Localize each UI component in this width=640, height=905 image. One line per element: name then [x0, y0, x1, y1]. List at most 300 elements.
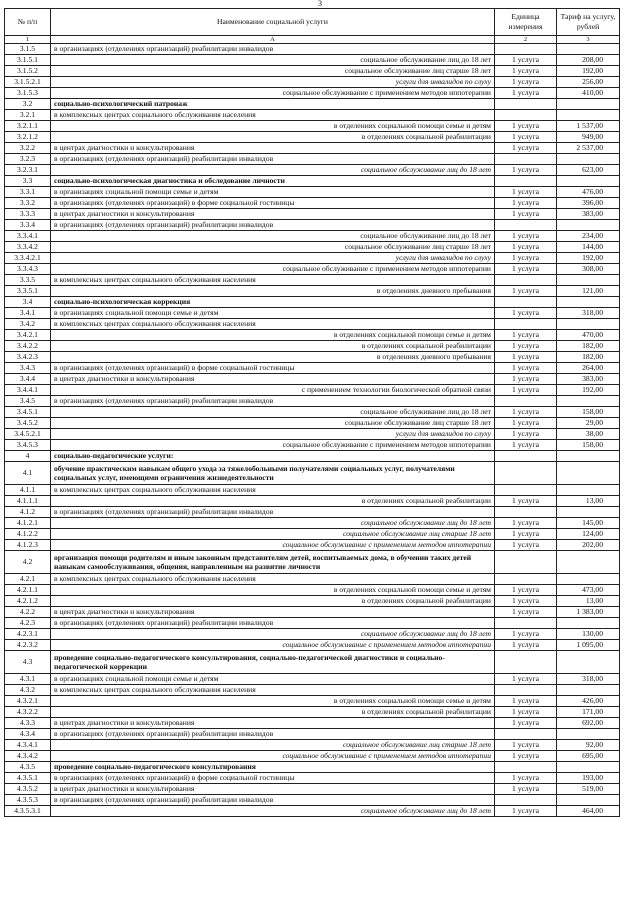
row-number: 4.3.3 [5, 718, 51, 729]
service-name: социальное обслуживание с применением методов иппотерапии [51, 640, 495, 651]
row-number: 3.4.4 [5, 374, 51, 385]
table-row [5, 629, 620, 640]
table-row [5, 143, 620, 154]
service-name: в комплексных центрах социального обслуживания населения [51, 485, 495, 496]
table-row [5, 253, 620, 264]
tariff-price [557, 297, 620, 308]
row-number: 3.3.4 [5, 220, 51, 231]
row-number: 4.3.5.1 [5, 773, 51, 784]
table-row [5, 110, 620, 121]
row-number: 3.4.5.1 [5, 407, 51, 418]
service-name: в организациях (отделениях организаций) реабилитации инвалидов [51, 507, 495, 518]
unit-of-measure: 1 услуга [495, 132, 557, 143]
unit-of-measure [495, 574, 557, 585]
row-number: 4.3.2.2 [5, 707, 51, 718]
tariff-price: 1 095,00 [557, 640, 620, 651]
tariff-price: 1 537,00 [557, 121, 620, 132]
table-row [5, 640, 620, 651]
tariff-price [557, 319, 620, 330]
row-number: 3.4.4.1 [5, 385, 51, 396]
unit-of-measure: 1 услуга [495, 518, 557, 529]
unit-of-measure: 1 услуга [495, 751, 557, 762]
table-row [5, 496, 620, 507]
tariff-price: 192,00 [557, 66, 620, 77]
table-row [5, 518, 620, 529]
table-row [5, 165, 620, 176]
unit-of-measure [495, 110, 557, 121]
table-row [5, 751, 620, 762]
table-row [5, 607, 620, 618]
row-number: 3.3.2 [5, 198, 51, 209]
table-row [5, 99, 620, 110]
tariff-price: 202,00 [557, 540, 620, 551]
table-row [5, 507, 620, 518]
tariff-price: 470,00 [557, 330, 620, 341]
row-number: 3.3 [5, 176, 51, 187]
table-row [5, 440, 620, 451]
tariff-price [557, 154, 620, 165]
row-number: 3.1.5.2 [5, 66, 51, 77]
row-number: 3.2.3.1 [5, 165, 51, 176]
tariff-price: 234,00 [557, 231, 620, 242]
table-row [5, 451, 620, 462]
service-name: социально-психологическая коррекция [51, 297, 495, 308]
row-number: 4.2.1 [5, 574, 51, 585]
service-name: обучение практическим навыкам общего ухода за тяжелобольными получателями социальных услуг, получателями социальных услуг, имеющими ограничения жизнедеятельности [51, 462, 495, 485]
tariff-price: 308,00 [557, 264, 620, 275]
unit-of-measure [495, 297, 557, 308]
row-number: 4.3.5.2 [5, 784, 51, 795]
service-name: услуги для инвалидов по слуху [51, 253, 495, 264]
table-row [5, 407, 620, 418]
tariff-price: 182,00 [557, 352, 620, 363]
row-number: 4.3.2.1 [5, 696, 51, 707]
table-row [5, 275, 620, 286]
unit-of-measure [495, 275, 557, 286]
unit-of-measure: 1 услуга [495, 385, 557, 396]
unit-of-measure: 1 услуга [495, 121, 557, 132]
table-row [5, 286, 620, 297]
unit-of-measure [495, 319, 557, 330]
service-name: в отделениях дневного пребывания [51, 352, 495, 363]
unit-of-measure: 1 услуга [495, 77, 557, 88]
table-row [5, 385, 620, 396]
row-number: 3.1.5.3 [5, 88, 51, 99]
table-row [5, 176, 620, 187]
service-name: организация помощи родителям и иным законным представителям детей, воспитываемых дома, в обучении таких детей навыкам самообслуживания, общения, направленным на развитие личности [51, 551, 495, 574]
row-number: 4.3.4.2 [5, 751, 51, 762]
row-number: 3.3.4.2 [5, 242, 51, 253]
table-row [5, 330, 620, 341]
tariff-price: 121,00 [557, 286, 620, 297]
unit-of-measure: 1 услуга [495, 198, 557, 209]
service-name: в центрах диагностики и консультирования [51, 143, 495, 154]
table-row [5, 132, 620, 143]
table-row [5, 585, 620, 596]
header-price: Тариф на услугу, рублей [557, 9, 620, 36]
header-num: № п/п [5, 9, 51, 36]
tariff-price: 519,00 [557, 784, 620, 795]
table-row [5, 121, 620, 132]
table-row [5, 462, 620, 485]
row-number: 4.2 [5, 551, 51, 574]
unit-of-measure [495, 462, 557, 485]
unit-of-measure [495, 44, 557, 55]
table-row [5, 674, 620, 685]
tariff-price: 182,00 [557, 341, 620, 352]
table-row [5, 77, 620, 88]
service-name: социальное обслуживание лиц до 18 лет [51, 806, 495, 817]
tariff-price: 264,00 [557, 363, 620, 374]
row-number: 4.3.4 [5, 729, 51, 740]
tariff-price: 695,00 [557, 751, 620, 762]
service-name: в организациях (отделениях организаций) реабилитации инвалидов [51, 44, 495, 55]
service-name: в комплексных центрах социального обслуживания населения [51, 110, 495, 121]
unit-of-measure: 1 услуга [495, 264, 557, 275]
row-number: 4.2.2 [5, 607, 51, 618]
table-row [5, 540, 620, 551]
table-row [5, 88, 620, 99]
table-row [5, 187, 620, 198]
table-row [5, 806, 620, 817]
tariff-price: 130,00 [557, 629, 620, 640]
column-index: 3 [557, 36, 620, 44]
row-number: 4.1.2.3 [5, 540, 51, 551]
service-name: в отделениях социальной помощи семье и детям [51, 585, 495, 596]
service-name: в организациях (отделениях организаций) в форме социальной гостиницы [51, 363, 495, 374]
row-number: 4.3 [5, 651, 51, 674]
unit-of-measure: 1 услуга [495, 707, 557, 718]
table-row [5, 55, 620, 66]
table-row [5, 209, 620, 220]
tariff-price: 426,00 [557, 696, 620, 707]
service-name: с применением технологии биологической обратной связи [51, 385, 495, 396]
column-index: 1 [5, 36, 51, 44]
service-name: социальное обслуживание с применением методов иппотерапии [51, 264, 495, 275]
tariff-price: 464,00 [557, 806, 620, 817]
tariff-price [557, 795, 620, 806]
unit-of-measure: 1 услуга [495, 286, 557, 297]
tariff-price [557, 574, 620, 585]
tariff-price: 692,00 [557, 718, 620, 729]
tariff-price: 192,00 [557, 385, 620, 396]
row-number: 4.3.5.3.1 [5, 806, 51, 817]
service-name: социальное обслуживание лиц старше 18 лет [51, 740, 495, 751]
tariff-price [557, 275, 620, 286]
table-body [5, 44, 620, 817]
tariff-price [557, 729, 620, 740]
table-row [5, 429, 620, 440]
unit-of-measure [495, 729, 557, 740]
row-number: 3.3.4.2.1 [5, 253, 51, 264]
tariff-price [557, 176, 620, 187]
row-number: 4.2.3.1 [5, 629, 51, 640]
row-number: 3.3.1 [5, 187, 51, 198]
row-number: 4.3.4.1 [5, 740, 51, 751]
tariff-price: 158,00 [557, 407, 620, 418]
row-number: 4.2.3.2 [5, 640, 51, 651]
table-row [5, 762, 620, 773]
tariff-price: 193,00 [557, 773, 620, 784]
unit-of-measure [495, 220, 557, 231]
table-row [5, 696, 620, 707]
unit-of-measure: 1 услуга [495, 330, 557, 341]
table-row [5, 773, 620, 784]
service-name: в организациях (отделениях организаций) в форме социальной гостиницы [51, 773, 495, 784]
tariff-price: 13,00 [557, 496, 620, 507]
row-number: 3.1.5.2.1 [5, 77, 51, 88]
unit-of-measure: 1 услуга [495, 143, 557, 154]
row-number: 4.3.1 [5, 674, 51, 685]
tariff-price: 192,00 [557, 253, 620, 264]
service-name: в отделениях социальной реабилитации [51, 707, 495, 718]
unit-of-measure: 1 услуга [495, 607, 557, 618]
row-number: 4.3.2 [5, 685, 51, 696]
table-row [5, 618, 620, 629]
table-row [5, 154, 620, 165]
service-name: в организациях (отделениях организаций) реабилитации инвалидов [51, 618, 495, 629]
table-row [5, 551, 620, 574]
service-name: в центрах диагностики и консультирования [51, 374, 495, 385]
unit-of-measure: 1 услуга [495, 740, 557, 751]
unit-of-measure: 1 услуга [495, 440, 557, 451]
service-name: в центрах диагностики и консультирования [51, 784, 495, 795]
unit-of-measure [495, 99, 557, 110]
table-row [5, 308, 620, 319]
service-name: социальное обслуживание лиц до 18 лет [51, 231, 495, 242]
row-number: 4.2.1.2 [5, 596, 51, 607]
row-number: 3.1.5.1 [5, 55, 51, 66]
tariff-price [557, 396, 620, 407]
service-name: социальное обслуживание лиц до 18 лет [51, 165, 495, 176]
header-name: Наименование социальной услуги [51, 9, 495, 36]
service-name: в организациях социальной помощи семье и детям [51, 674, 495, 685]
unit-of-measure: 1 услуга [495, 242, 557, 253]
row-number: 3.2.1.2 [5, 132, 51, 143]
row-number: 3.4.5.3 [5, 440, 51, 451]
tariff-price: 158,00 [557, 440, 620, 451]
row-number: 3.4.2.2 [5, 341, 51, 352]
unit-of-measure: 1 услуга [495, 629, 557, 640]
service-name: в комплексных центрах социального обслуживания населения [51, 685, 495, 696]
tariff-price: 318,00 [557, 308, 620, 319]
row-number: 3.4.1 [5, 308, 51, 319]
unit-of-measure [495, 685, 557, 696]
header-unit: Единица измерения [495, 9, 557, 36]
unit-of-measure: 1 услуга [495, 496, 557, 507]
service-name: в организациях социальной помощи семье и детям [51, 187, 495, 198]
tariff-price [557, 44, 620, 55]
table-row [5, 198, 620, 209]
tariff-price [557, 618, 620, 629]
service-name: социально-педагогические услуги: [51, 451, 495, 462]
service-name: в отделениях социальной реабилитации [51, 596, 495, 607]
tariff-price: 208,00 [557, 55, 620, 66]
table-row [5, 795, 620, 806]
row-number: 4.1.1.1 [5, 496, 51, 507]
column-index: 2 [495, 36, 557, 44]
service-name: в организациях (отделениях организаций) в форме социальной гостиницы [51, 198, 495, 209]
row-number: 4.1 [5, 462, 51, 485]
tariff-price [557, 551, 620, 574]
table-row [5, 718, 620, 729]
unit-of-measure: 1 услуга [495, 231, 557, 242]
table-row [5, 418, 620, 429]
tariff-price [557, 685, 620, 696]
unit-of-measure: 1 услуга [495, 773, 557, 784]
service-name: социальное обслуживание лиц до 18 лет [51, 518, 495, 529]
tariff-price: 256,00 [557, 77, 620, 88]
tariff-price: 38,00 [557, 429, 620, 440]
row-number: 3.2.1.1 [5, 121, 51, 132]
row-number: 3.4.3 [5, 363, 51, 374]
service-name: в отделениях социальной реабилитации [51, 496, 495, 507]
service-name: в отделениях социальной реабилитации [51, 341, 495, 352]
table-row [5, 396, 620, 407]
service-name: в комплексных центрах социального обслуживания населения [51, 574, 495, 585]
row-number: 3.3.4.3 [5, 264, 51, 275]
row-number: 4.3.5 [5, 762, 51, 773]
service-name: социальное обслуживание лиц до 18 лет [51, 55, 495, 66]
row-number: 4 [5, 451, 51, 462]
unit-of-measure: 1 услуга [495, 55, 557, 66]
table-row [5, 264, 620, 275]
row-number: 3.4 [5, 297, 51, 308]
service-name: социальное обслуживание лиц до 18 лет [51, 629, 495, 640]
service-name: в организациях социальной помощи семье и детям [51, 308, 495, 319]
row-number: 3.3.5 [5, 275, 51, 286]
service-name: в центрах диагностики и консультирования [51, 607, 495, 618]
unit-of-measure: 1 услуга [495, 341, 557, 352]
table-row [5, 220, 620, 231]
service-name: в отделениях социальной помощи семье и детям [51, 121, 495, 132]
table-row [5, 784, 620, 795]
row-number: 3.3.5.1 [5, 286, 51, 297]
service-name: проведение социально-педагогического консультирования [51, 762, 495, 773]
unit-of-measure [495, 176, 557, 187]
service-name: в центрах диагностики и консультирования [51, 209, 495, 220]
service-name: социальное обслуживание лиц старше 18 лет [51, 66, 495, 77]
table-row [5, 529, 620, 540]
unit-of-measure: 1 услуга [495, 696, 557, 707]
row-number: 3.4.2.1 [5, 330, 51, 341]
page-number: 3 [318, 0, 322, 8]
table-row [5, 363, 620, 374]
unit-of-measure [495, 618, 557, 629]
unit-of-measure [495, 651, 557, 674]
service-name: в организациях (отделениях организаций) реабилитации инвалидов [51, 396, 495, 407]
unit-of-measure [495, 507, 557, 518]
tariff-price: 29,00 [557, 418, 620, 429]
unit-of-measure: 1 услуга [495, 540, 557, 551]
service-name: социальное обслуживание лиц старше 18 лет [51, 418, 495, 429]
table-row [5, 242, 620, 253]
unit-of-measure: 1 услуга [495, 718, 557, 729]
service-name: в отделениях социальной помощи семье и детям [51, 330, 495, 341]
row-number: 3.2.3 [5, 154, 51, 165]
table-row [5, 319, 620, 330]
row-number: 3.1.5 [5, 44, 51, 55]
unit-of-measure [495, 795, 557, 806]
tariff-price: 623,00 [557, 165, 620, 176]
table-row [5, 574, 620, 585]
tariff-price: 13,00 [557, 596, 620, 607]
service-name: в отделениях социальной помощи семье и детям [51, 696, 495, 707]
unit-of-measure: 1 услуга [495, 66, 557, 77]
unit-of-measure: 1 услуга [495, 253, 557, 264]
tariff-price [557, 507, 620, 518]
table-row [5, 729, 620, 740]
row-number: 3.3.4.1 [5, 231, 51, 242]
table-row [5, 740, 620, 751]
tariff-price [557, 462, 620, 485]
row-number: 3.4.2.3 [5, 352, 51, 363]
row-number: 3.2 [5, 99, 51, 110]
tariff-price [557, 651, 620, 674]
row-number: 3.4.5.2 [5, 418, 51, 429]
row-number: 4.3.5.3 [5, 795, 51, 806]
service-name: услуги для инвалидов по слуху [51, 429, 495, 440]
tariff-price: 383,00 [557, 374, 620, 385]
tariff-price: 145,00 [557, 518, 620, 529]
row-number: 4.1.2.1 [5, 518, 51, 529]
service-name: социальное обслуживание лиц старше 18 лет [51, 242, 495, 253]
unit-of-measure [495, 396, 557, 407]
service-name: в комплексных центрах социального обслуживания населения [51, 275, 495, 286]
unit-of-measure: 1 услуга [495, 187, 557, 198]
unit-of-measure: 1 услуга [495, 585, 557, 596]
service-name: социальное обслуживание с применением методов иппотерапии [51, 751, 495, 762]
tariff-table [4, 8, 620, 817]
service-name: в организациях (отделениях организаций) реабилитации инвалидов [51, 729, 495, 740]
service-name: в отделениях дневного пребывания [51, 286, 495, 297]
tariff-price: 124,00 [557, 529, 620, 540]
unit-of-measure: 1 услуга [495, 529, 557, 540]
row-number: 3.4.2 [5, 319, 51, 330]
service-name: в центрах диагностики и консультирования [51, 718, 495, 729]
unit-of-measure [495, 485, 557, 496]
service-name: в организациях (отделениях организаций) реабилитации инвалидов [51, 220, 495, 231]
tariff-price: 92,00 [557, 740, 620, 751]
tariff-price: 2 537,00 [557, 143, 620, 154]
service-name: в отделениях социальной реабилитации [51, 132, 495, 143]
table-row [5, 44, 620, 55]
tariff-price: 949,00 [557, 132, 620, 143]
row-number: 3.2.1 [5, 110, 51, 121]
service-name: социальное обслуживание с применением методов иппотерапии [51, 88, 495, 99]
tariff-price [557, 485, 620, 496]
tariff-price: 476,00 [557, 187, 620, 198]
unit-of-measure [495, 551, 557, 574]
unit-of-measure [495, 762, 557, 773]
table-header-row [5, 9, 620, 36]
tariff-price: 396,00 [557, 198, 620, 209]
table-row [5, 485, 620, 496]
unit-of-measure: 1 услуга [495, 363, 557, 374]
service-name: социально-психологическая диагностика и обследование личности [51, 176, 495, 187]
tariff-price: 473,00 [557, 585, 620, 596]
tariff-price: 410,00 [557, 88, 620, 99]
service-name: социальное обслуживание с применением методов иппотерапии [51, 540, 495, 551]
table-row [5, 66, 620, 77]
table-row [5, 341, 620, 352]
unit-of-measure: 1 услуга [495, 308, 557, 319]
row-number: 4.2.3 [5, 618, 51, 629]
service-name: социальное обслуживание с применением методов иппотерапии [51, 440, 495, 451]
tariff-price: 383,00 [557, 209, 620, 220]
tariff-price [557, 99, 620, 110]
tariff-price: 318,00 [557, 674, 620, 685]
